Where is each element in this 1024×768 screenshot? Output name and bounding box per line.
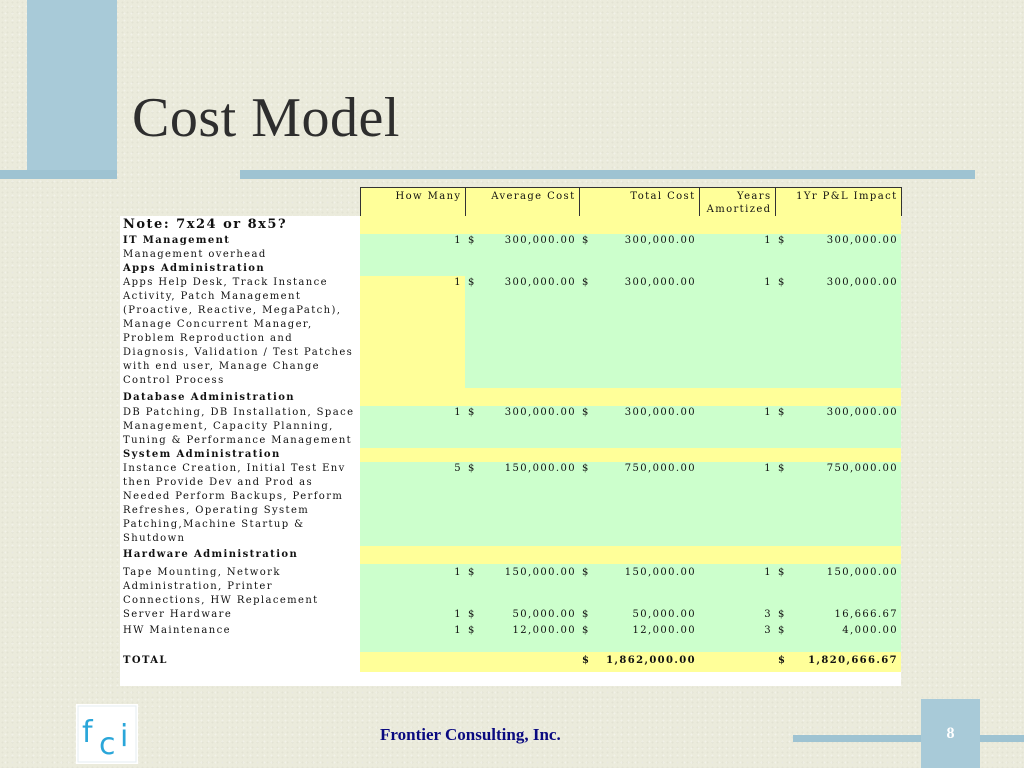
fci-logo-icon bbox=[76, 704, 138, 764]
decorative-blue-block bbox=[27, 0, 117, 178]
company-logo bbox=[76, 704, 138, 764]
row-label: HW Maintenance bbox=[120, 624, 360, 652]
pl-impact-cell: 4,000.00 bbox=[842, 625, 898, 636]
avg-cost-cell: 150,000.00 bbox=[504, 567, 576, 578]
note-label: Note: 7x24 or 8x5? bbox=[120, 216, 360, 234]
qty-cell: 1 bbox=[360, 564, 465, 608]
currency-sign: $ bbox=[778, 463, 786, 474]
currency-sign: $ bbox=[582, 567, 590, 578]
table-row bbox=[120, 564, 901, 608]
total-cost-cell: 150,000.00 bbox=[624, 567, 696, 578]
header-how-many: How Many bbox=[360, 188, 465, 217]
pl-impact-cell: 150,000.00 bbox=[826, 567, 898, 578]
currency-sign: $ bbox=[582, 463, 590, 474]
table-row bbox=[120, 248, 901, 262]
years-cell: 1 bbox=[699, 276, 775, 388]
footer-company-name: Frontier Consulting, Inc. bbox=[380, 725, 561, 744]
pl-impact-cell: 750,000.00 bbox=[826, 463, 898, 474]
table-row bbox=[120, 624, 901, 652]
table-row bbox=[120, 448, 901, 462]
years-cell: 3 bbox=[699, 608, 775, 624]
row-label: Management overhead bbox=[120, 248, 360, 262]
years-cell: 1 bbox=[699, 406, 775, 448]
table-row bbox=[120, 388, 901, 406]
header-pl-impact: 1Yr P&L Impact bbox=[775, 188, 901, 217]
total-cost-cell: 300,000.00 bbox=[624, 235, 696, 246]
svg-text:c: c bbox=[99, 727, 116, 762]
qty-cell: 1 bbox=[360, 234, 465, 248]
avg-cost-cell: 150,000.00 bbox=[504, 463, 576, 474]
pl-impact-cell: 300,000.00 bbox=[826, 235, 898, 246]
pl-impact-sum: 1,820,666.67 bbox=[808, 655, 898, 666]
total-cost-cell: 50,000.00 bbox=[632, 609, 696, 620]
years-cell: 1 bbox=[699, 564, 775, 608]
total-cost-cell: 750,000.00 bbox=[624, 463, 696, 474]
header-average-cost: Average Cost bbox=[465, 188, 579, 217]
currency-sign: $ bbox=[582, 235, 590, 246]
qty-cell: 5 bbox=[360, 462, 465, 546]
currency-sign: $ bbox=[468, 407, 476, 418]
total-cost-cell: 300,000.00 bbox=[624, 277, 696, 288]
table-row bbox=[120, 234, 901, 248]
currency-sign: $ bbox=[468, 277, 476, 288]
section-label: Hardware Administration bbox=[120, 546, 360, 564]
section-label: Database Administration bbox=[120, 388, 360, 406]
table-row bbox=[120, 462, 901, 546]
currency-sign: $ bbox=[778, 655, 787, 666]
decorative-bar-bottom bbox=[793, 735, 1024, 742]
table-row bbox=[120, 276, 901, 388]
currency-sign: $ bbox=[468, 463, 476, 474]
currency-sign: $ bbox=[468, 609, 476, 620]
qty-cell: 1 bbox=[360, 624, 465, 652]
avg-cost-cell: 50,000.00 bbox=[512, 609, 576, 620]
currency-sign: $ bbox=[582, 277, 590, 288]
qty-cell: 1 bbox=[360, 276, 465, 388]
avg-cost-cell: 300,000.00 bbox=[504, 235, 576, 246]
section-label: System Administration bbox=[120, 448, 360, 462]
currency-sign: $ bbox=[778, 407, 786, 418]
total-row bbox=[120, 652, 901, 672]
currency-sign: $ bbox=[582, 655, 591, 666]
currency-sign: $ bbox=[778, 235, 786, 246]
years-cell: 3 bbox=[699, 624, 775, 652]
row-label: Apps Help Desk, Track Instance Activity, Patch Management (Proactive, Reactive, MegaPatch), Manage Concurrent Manager, Problem Reproduction and Diagnosis, Validation / Test Patches with end user, Manage Change Control Process bbox=[120, 276, 360, 388]
svg-text:f: f bbox=[82, 715, 93, 750]
pl-impact-cell: 300,000.00 bbox=[826, 277, 898, 288]
currency-sign: $ bbox=[468, 567, 476, 578]
avg-cost-cell: 300,000.00 bbox=[504, 277, 576, 288]
currency-sign: $ bbox=[582, 609, 590, 620]
decorative-bar-right bbox=[240, 170, 975, 179]
currency-sign: $ bbox=[468, 625, 476, 636]
avg-cost-cell: 12,000.00 bbox=[512, 625, 576, 636]
currency-sign: $ bbox=[778, 277, 786, 288]
currency-sign: $ bbox=[582, 407, 590, 418]
total-label: TOTAL bbox=[120, 652, 360, 672]
avg-cost-cell: 300,000.00 bbox=[504, 407, 576, 418]
total-cost-cell: 300,000.00 bbox=[624, 407, 696, 418]
page-number-badge bbox=[921, 699, 980, 768]
table-row bbox=[120, 406, 901, 448]
slide-title: Cost Model bbox=[132, 87, 400, 149]
qty-cell: 1 bbox=[360, 608, 465, 624]
row-label: IT Management bbox=[120, 234, 360, 248]
total-cost-sum: 1,862,000.00 bbox=[606, 655, 696, 666]
table-row bbox=[120, 262, 901, 276]
row-label: Tape Mounting, Network Administration, Printer Connections, HW Replacement bbox=[120, 564, 360, 608]
pl-impact-cell: 300,000.00 bbox=[826, 407, 898, 418]
total-cost-cell: 12,000.00 bbox=[632, 625, 696, 636]
table-row bbox=[120, 546, 901, 564]
row-label: Server Hardware bbox=[120, 608, 360, 624]
svg-text:i: i bbox=[120, 719, 129, 754]
decorative-bar-left bbox=[0, 170, 117, 179]
table-row bbox=[120, 608, 901, 624]
currency-sign: $ bbox=[468, 235, 476, 246]
row-label: Instance Creation, Initial Test Env then Provide Dev and Prod as Needed Perform Backups, Perform Refreshes, Operating System Patching,Machine Startup & Shutdown bbox=[120, 462, 360, 546]
years-cell: 1 bbox=[699, 462, 775, 546]
pl-impact-cell: 16,666.67 bbox=[834, 609, 898, 620]
currency-sign: $ bbox=[778, 567, 786, 578]
header-blank bbox=[120, 188, 360, 217]
header-years-amortized: Years Amortized bbox=[699, 188, 775, 217]
currency-sign: $ bbox=[582, 625, 590, 636]
currency-sign: $ bbox=[778, 609, 786, 620]
currency-sign: $ bbox=[778, 625, 786, 636]
qty-cell: 1 bbox=[360, 406, 465, 448]
page-number: 8 bbox=[946, 724, 955, 742]
header-total-cost: Total Cost bbox=[579, 188, 699, 217]
cost-table bbox=[120, 187, 901, 686]
years-cell: 1 bbox=[699, 234, 775, 248]
section-label: Apps Administration bbox=[120, 262, 360, 276]
row-label: DB Patching, DB Installation, Space Management, Capacity Planning, Tuning & Performance Management bbox=[120, 406, 360, 448]
